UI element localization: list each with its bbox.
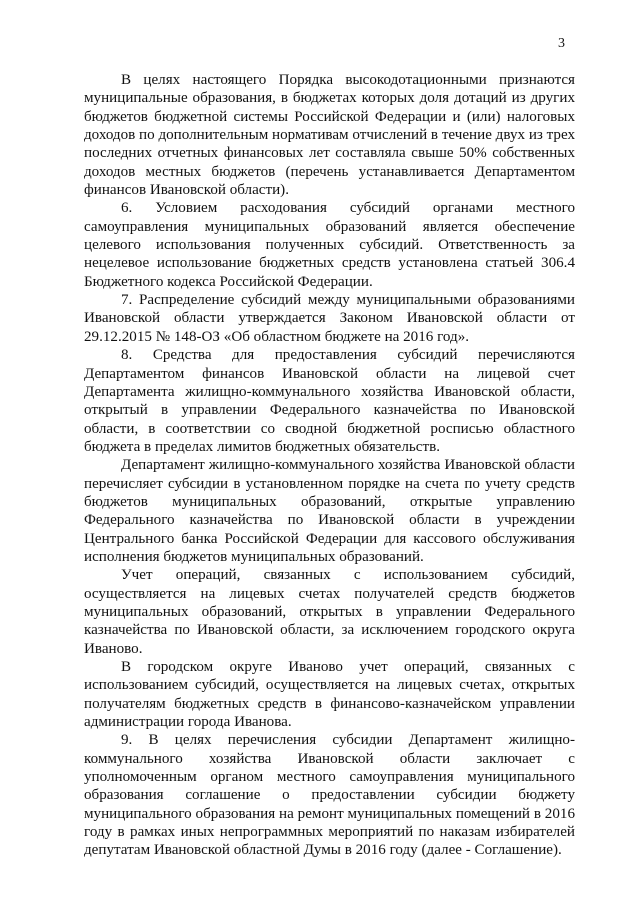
paragraph-item-8: 8. Средства для предоставления субсидий перечисляются Департаментом финансов Ивановской области на лицевой счет Департамента жилищно-коммунального хозяйства Ивановской области, открытый в управлении Федерального казначейства по Ивановской области, в соответствии со сводной бюджетной росписью областного бюджета в пределах лимитов бюджетных обязательств. (84, 347, 575, 455)
paragraph-item-7: 7. Распределение субсидий между муниципальными образованиями Ивановской области утверждается Законом Ивановской области от 29.12.2015 № 148-ОЗ «Об областном бюджете на 2016 год». (84, 292, 575, 345)
paragraph-ivanovo-accounting: В городском округе Иваново учет операций, связанных с использованием субсидий, осуществляется на лицевых счетах, открытых получателям бюджетных средств в финансово-казначейском управлении администрации города Иванова. (84, 659, 575, 731)
paragraph-transfer-to-budgets: Департамент жилищно-коммунального хозяйства Ивановской области перечисляет субсидии в установленном порядке на счета по учету средств бюджетов муниципальных образований, открытые управлению Федерального казначейства по Ивановской области в учреждении Центрального банка Российской Федерации для кассового обслуживания исполнения бюджетов муниципальных образований. (84, 457, 575, 565)
page-number: 3 (558, 36, 565, 51)
paragraph-accounting-operations: Учет операций, связанных с использованием субсидий, осуществляется на лицевых счетах получателей средств бюджетов муниципальных образований, открытых в управлении Федерального казначейства по Ивановской области, за исключением городского округа Иваново. (84, 567, 575, 657)
document-body (84, 71, 575, 860)
paragraph-item-6: 6. Условием расходования субсидий органами местного самоуправления муниципальных образований является обеспечение целевого использования полученных субсидий. Ответственность за нецелевое использование бюджетных средств установлена статьей 306.4 Бюджетного кодекса Российской Федерации. (84, 200, 575, 290)
paragraph-item-9: 9. В целях перечисления субсидии Департамент жилищно-коммунального хозяйства Ивановской области заключает с уполномоченным органом местного самоуправления муниципального образования соглашение о предоставлении субсидии бюджету муниципального образования на ремонт муниципальных помещений в 2016 году в рамках иных непрограммных мероприятий по наказам избирателей депутатам Ивановской областной Думы в 2016 году (далее - Соглашение). (84, 732, 575, 859)
paragraph-high-subsidy-definition: В целях настоящего Порядка высокодотационными признаются муниципальные образования, в бюджетах которых доля дотаций из других бюджетов бюджетной системы Российской Федерации и (или) налоговых доходов по дополнительным нормативам отчислений в течение двух из трех последних отчетных финансовых лет составляла свыше 50% собственных доходов местных бюджетов (перечень устанавливается Департаментом финансов Ивановской области). (84, 72, 576, 199)
